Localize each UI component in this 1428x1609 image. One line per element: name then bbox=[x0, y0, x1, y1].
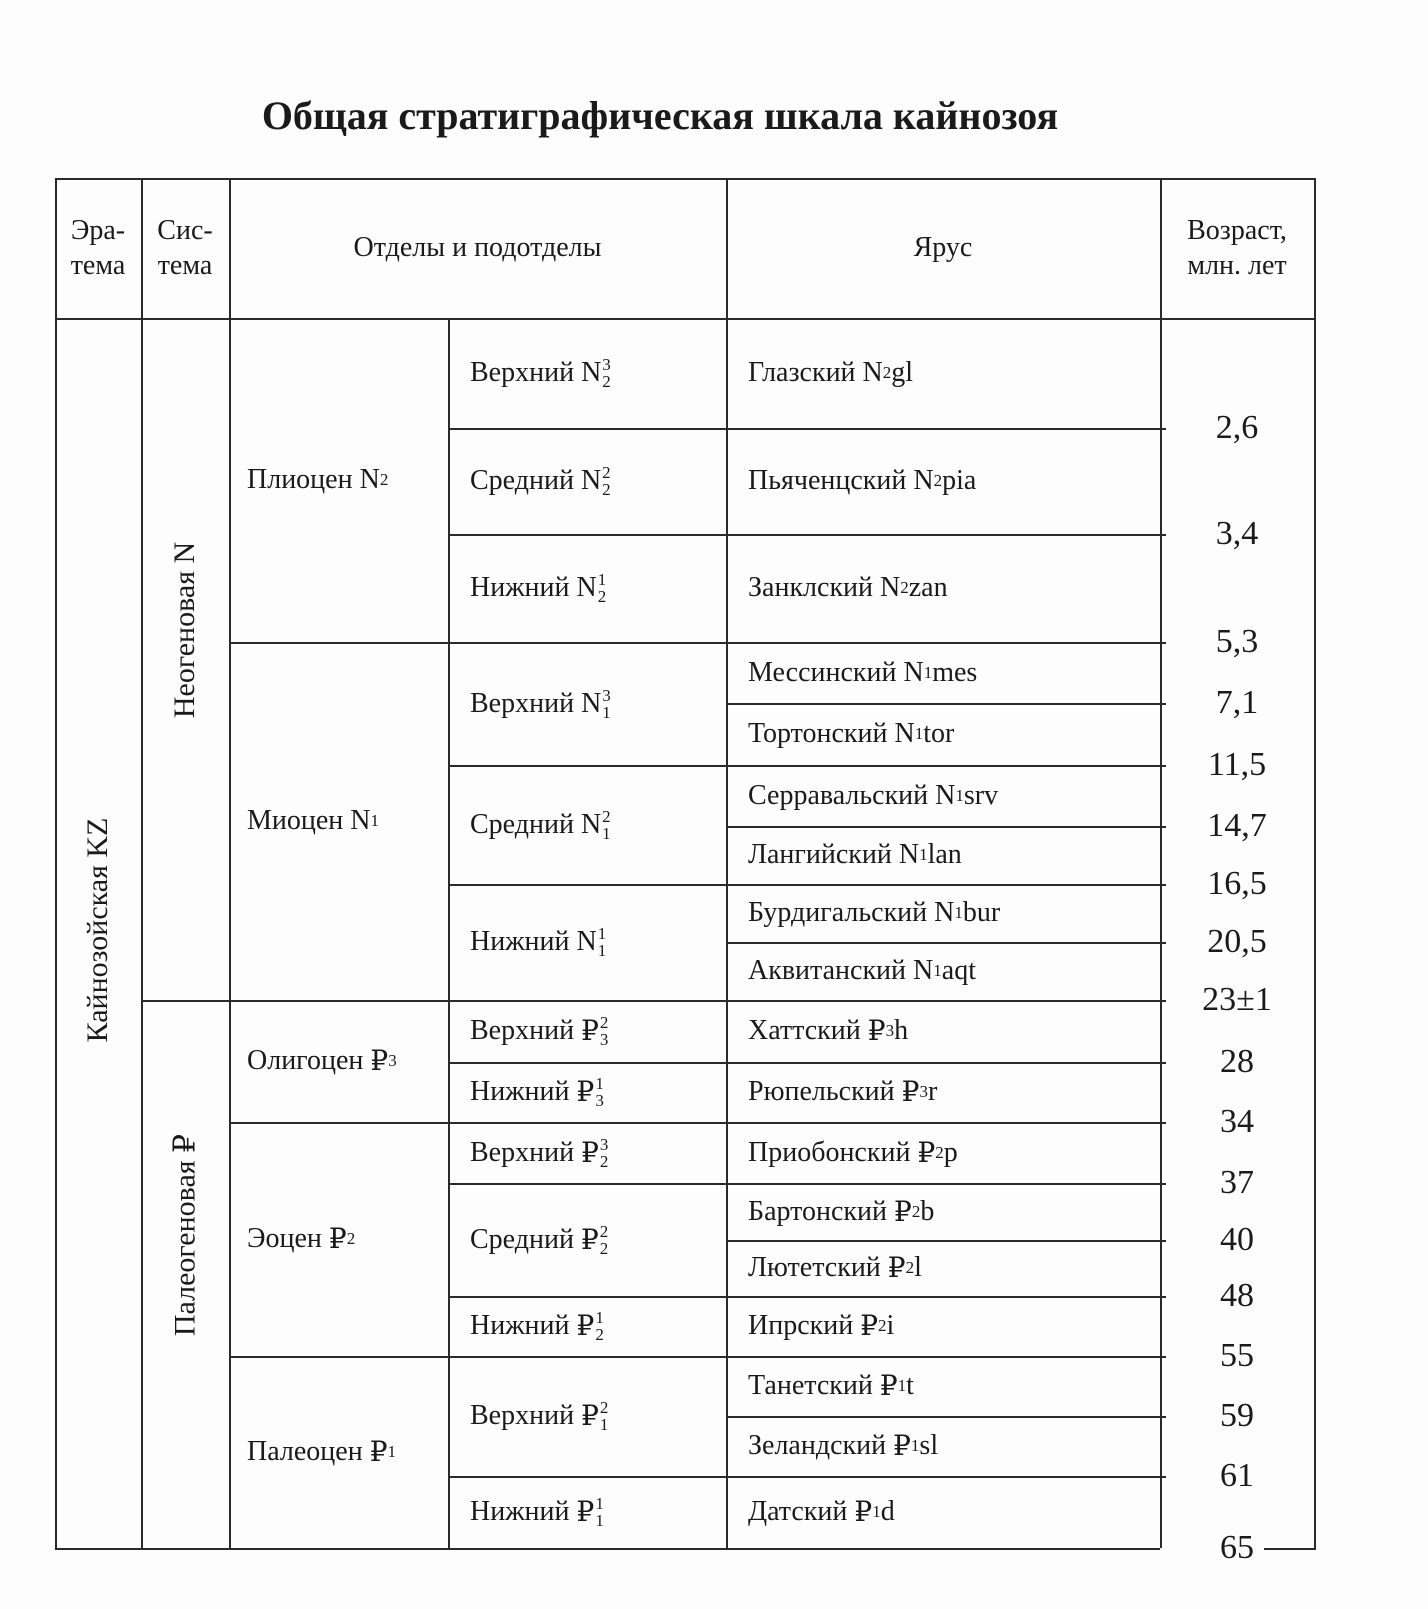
stage-symbol: ₽ bbox=[879, 1371, 898, 1402]
system-divider bbox=[141, 1000, 229, 1002]
epoch-index: 1 bbox=[387, 1442, 397, 1461]
stage-name: Хаттский bbox=[748, 1015, 868, 1046]
stage-code: mes bbox=[932, 656, 978, 688]
stage-code: aqt bbox=[941, 955, 976, 986]
stage-name: Глазский bbox=[748, 357, 863, 388]
epoch-symbol: N bbox=[359, 464, 380, 495]
subdivision-index-sub: 2 bbox=[599, 1151, 609, 1171]
stage-cell bbox=[726, 826, 1160, 884]
stage-code: gl bbox=[891, 357, 914, 388]
stage-index: 1 bbox=[914, 724, 924, 743]
stage-name: Бурдигальский bbox=[748, 897, 935, 928]
epoch-label: Олигоцен bbox=[247, 1045, 371, 1076]
subdivision-cell bbox=[448, 1356, 726, 1476]
subdivision-index-sub: 3 bbox=[595, 1091, 604, 1110]
subdivision-index bbox=[600, 1399, 609, 1433]
subdivision-label: Средний bbox=[470, 808, 581, 840]
stage-cell bbox=[726, 1356, 1160, 1416]
subdivision-label: Верхний bbox=[470, 1136, 582, 1168]
subdivision-label: Средний bbox=[470, 465, 581, 496]
subdivision-index-sup: 2 bbox=[602, 463, 611, 482]
stage-column-border bbox=[1160, 178, 1162, 1548]
stage-code: r bbox=[927, 1076, 938, 1107]
age-value: 61 bbox=[1220, 1457, 1254, 1494]
stage-name: Аквитанский bbox=[748, 955, 914, 986]
epoch-cell bbox=[229, 1356, 448, 1548]
stage-name: Ипрский bbox=[748, 1310, 861, 1341]
stage-symbol: ₽ bbox=[867, 1016, 886, 1047]
subdivision-cell bbox=[448, 318, 726, 428]
eratema-label: Кайнозойская KZ bbox=[81, 817, 114, 1043]
header-vozrast-line2: млн. лет bbox=[1187, 250, 1287, 281]
subdivision-index-sub: 2 bbox=[599, 1238, 609, 1258]
stage-name: Лангийский bbox=[748, 839, 899, 870]
header-vozrast-line1: Возраст, bbox=[1187, 215, 1287, 246]
subdivision-index bbox=[602, 808, 611, 842]
subdivision-index-sub: 1 bbox=[595, 1511, 604, 1530]
subdivision-cell bbox=[448, 428, 726, 534]
stage-index: 1 bbox=[910, 1436, 920, 1455]
subdivision-index-sup: 1 bbox=[595, 1074, 604, 1093]
subdivision-symbol: N bbox=[580, 808, 602, 840]
stage-index: 1 bbox=[897, 1376, 907, 1395]
epoch-symbol: ₽ bbox=[328, 1224, 347, 1255]
subdivision-label: Верхний bbox=[470, 357, 582, 388]
stage-cell bbox=[726, 1062, 1160, 1122]
age-value: 65 bbox=[1220, 1529, 1254, 1566]
stage-name: Тортонский bbox=[748, 718, 895, 749]
epoch-symbol: ₽ bbox=[370, 1046, 389, 1077]
stage-cell bbox=[726, 884, 1160, 942]
subdivision-symbol: ₽ bbox=[581, 1016, 599, 1047]
stage-name: Приобонский bbox=[748, 1136, 918, 1168]
stage-index: 3 bbox=[885, 1021, 895, 1040]
epoch-label: Миоцен bbox=[247, 805, 351, 836]
stage-code: lan bbox=[927, 839, 962, 870]
subdivision-symbol: N bbox=[581, 687, 602, 719]
stage-name: Лютетский bbox=[748, 1252, 888, 1283]
subdivision-index bbox=[600, 1223, 609, 1257]
system-label-paleogene: Палеогеновая ₽ bbox=[168, 1133, 202, 1337]
stage-symbol: ₽ bbox=[894, 1196, 912, 1228]
stage-symbol: ₽ bbox=[887, 1253, 906, 1284]
header-sistema bbox=[141, 178, 229, 318]
subdivision-label: Верхний bbox=[470, 1015, 582, 1046]
stage-index: 2 bbox=[911, 1201, 921, 1221]
stage-index: 2 bbox=[905, 1258, 915, 1277]
stage-index: 1 bbox=[919, 845, 928, 864]
stage-symbol: N bbox=[903, 656, 924, 688]
stage-name: Серравальский bbox=[748, 779, 936, 811]
epoch-cell bbox=[229, 642, 448, 1000]
subdivision-index-sup: 3 bbox=[599, 1134, 609, 1154]
epoch-symbol: N bbox=[350, 805, 371, 836]
subdivision-label: Нижний bbox=[470, 926, 577, 957]
subdivision-index-sup: 3 bbox=[602, 355, 611, 374]
stage-code: tor bbox=[923, 718, 955, 749]
subdivision-index-sup: 3 bbox=[602, 685, 611, 705]
subdivision-label: Нижний bbox=[470, 1076, 577, 1107]
age-value: 14,7 bbox=[1207, 807, 1267, 844]
epoch-index: 3 bbox=[388, 1051, 397, 1070]
stage-cell bbox=[726, 1476, 1160, 1548]
header-sistema-line2: тема bbox=[157, 250, 213, 281]
subdivision-index bbox=[602, 356, 611, 390]
subdivision-index-sub: 2 bbox=[597, 587, 607, 606]
stage-symbol: N bbox=[935, 779, 956, 811]
subdivision-index-sub: 2 bbox=[602, 480, 611, 499]
subdivision-index bbox=[595, 1075, 604, 1109]
stage-index: 3 bbox=[919, 1082, 928, 1101]
subdivision-index-sub: 3 bbox=[599, 1030, 609, 1049]
stage-index: 2 bbox=[878, 1316, 887, 1335]
system-label-neogene: Неогеновая N bbox=[168, 541, 201, 719]
stage-name: Рюпельский bbox=[748, 1076, 902, 1107]
subdivision-cell bbox=[448, 534, 726, 642]
stage-code: h bbox=[894, 1015, 909, 1046]
epoch-cell bbox=[229, 1000, 448, 1122]
subdivision-symbol: ₽ bbox=[581, 1137, 599, 1169]
subdivision-symbol: N bbox=[576, 926, 597, 957]
stage-symbol: ₽ bbox=[893, 1431, 911, 1462]
stage-name: Зеландский bbox=[748, 1430, 894, 1461]
age-value: 23±1 bbox=[1202, 981, 1272, 1018]
subdivision-index-sub: 2 bbox=[602, 372, 611, 391]
stage-symbol: ₽ bbox=[901, 1077, 920, 1108]
stage-symbol: N bbox=[898, 839, 920, 870]
subdivision-index bbox=[600, 1136, 609, 1170]
stage-cell bbox=[726, 1183, 1160, 1240]
stage-cell bbox=[726, 942, 1160, 1000]
stage-code: l bbox=[914, 1252, 922, 1283]
table-bottom-border bbox=[55, 1548, 1160, 1550]
stage-symbol: ₽ bbox=[854, 1497, 873, 1528]
subdivision-cell bbox=[448, 1183, 726, 1296]
subdivision-symbol: N bbox=[580, 465, 602, 496]
epoch-index: 2 bbox=[379, 470, 389, 489]
stage-code: b bbox=[920, 1195, 935, 1227]
subdivision-index-sup: 1 bbox=[597, 570, 607, 589]
stage-symbol: N bbox=[934, 897, 955, 928]
subdivision-index-sup: 2 bbox=[599, 1221, 609, 1241]
subdivision-cell bbox=[448, 642, 726, 765]
epoch-label: Палеоцен bbox=[247, 1436, 370, 1467]
era-column-border bbox=[141, 178, 143, 1548]
subdivision-index-sup: 2 bbox=[602, 806, 611, 826]
stage-cell bbox=[726, 1122, 1160, 1183]
table-left-border bbox=[55, 178, 57, 1548]
subdivision-index-sup: 2 bbox=[599, 1398, 609, 1417]
stage-index: 1 bbox=[933, 961, 942, 980]
stage-code: bur bbox=[962, 897, 1001, 928]
header-yarus: Ярус bbox=[913, 232, 973, 263]
stage-cell bbox=[726, 428, 1160, 534]
stage-name: Пьяченцский bbox=[748, 465, 914, 496]
age-value: 20,5 bbox=[1207, 923, 1267, 960]
stage-code: t bbox=[906, 1370, 914, 1401]
subdivision-label: Верхний bbox=[470, 1400, 582, 1431]
age-value: 5,3 bbox=[1215, 623, 1259, 660]
stage-symbol: N bbox=[913, 465, 934, 496]
header-otdely: Отделы и подотделы bbox=[353, 232, 602, 263]
subdivision-symbol: ₽ bbox=[576, 1497, 595, 1528]
header-eratema-line1: Эра- bbox=[70, 215, 126, 246]
age-value: 7,1 bbox=[1215, 684, 1259, 721]
stage-cell bbox=[726, 1240, 1160, 1296]
subdivision-index-sup: 1 bbox=[597, 924, 607, 943]
age-value: 59 bbox=[1220, 1397, 1254, 1434]
stage-index: 2 bbox=[882, 363, 892, 382]
subdivision-cell bbox=[448, 1122, 726, 1183]
stage-code: sl bbox=[919, 1430, 939, 1461]
age-value: 11,5 bbox=[1207, 746, 1267, 783]
subdivision-index-sub: 1 bbox=[597, 941, 607, 960]
subdivision-cell bbox=[448, 1000, 726, 1062]
subdivision-index-sub: 1 bbox=[602, 823, 611, 843]
stage-cell bbox=[726, 765, 1160, 826]
age-value: 2,6 bbox=[1215, 409, 1259, 446]
age-value: 55 bbox=[1220, 1337, 1254, 1374]
epoch-label: Плиоцен bbox=[247, 464, 360, 495]
subdivision-index bbox=[595, 1495, 604, 1529]
age-value: 37 bbox=[1220, 1164, 1254, 1201]
stage-index: 1 bbox=[872, 1502, 881, 1521]
stage-symbol: N bbox=[894, 718, 915, 749]
page-title: Общая стратиграфическая шкала кайнозоя bbox=[261, 93, 1059, 138]
header-eratema-line2: тема bbox=[70, 250, 126, 281]
stage-cell bbox=[726, 318, 1160, 428]
subdivision-label: Нижний bbox=[470, 1496, 577, 1527]
subdivision-cell bbox=[448, 1062, 726, 1122]
stage-symbol: N bbox=[913, 955, 934, 986]
epoch-index: 2 bbox=[346, 1229, 356, 1248]
table-top-border bbox=[55, 178, 1314, 180]
subdivision-index bbox=[600, 1014, 609, 1048]
stage-index: 2 bbox=[900, 578, 909, 597]
stage-cell bbox=[726, 1416, 1160, 1476]
stage-symbol: N bbox=[880, 572, 901, 603]
subdivision-cell bbox=[448, 1296, 726, 1356]
subdivision-index-sup: 1 bbox=[595, 1494, 604, 1513]
stage-cell bbox=[726, 1000, 1160, 1062]
stage-code: i bbox=[886, 1310, 895, 1341]
subdivision-index-sub: 1 bbox=[599, 1415, 609, 1434]
stage-name: Мессинский bbox=[748, 656, 904, 688]
epoch-cell bbox=[229, 1122, 448, 1356]
subdivision-cell bbox=[448, 884, 726, 1000]
age-value: 16,5 bbox=[1207, 865, 1267, 902]
stage-index: 2 bbox=[933, 471, 943, 490]
stage-cell bbox=[726, 534, 1160, 642]
stage-cell bbox=[726, 642, 1160, 703]
subdivision-label: Нижний bbox=[470, 1310, 577, 1341]
stage-code: p bbox=[943, 1136, 958, 1168]
stage-index: 2 bbox=[935, 1142, 944, 1162]
epoch-cell bbox=[229, 318, 448, 642]
subdivision-index-sub: 1 bbox=[602, 702, 611, 722]
epoch-symbol: ₽ bbox=[369, 1437, 388, 1468]
subdivision-symbol: ₽ bbox=[581, 1401, 599, 1432]
epoch-index: 1 bbox=[370, 811, 380, 830]
stage-name: Занклский bbox=[748, 572, 881, 603]
stage-symbol: ₽ bbox=[860, 1311, 879, 1342]
subdivision-label: Верхний bbox=[470, 687, 582, 719]
subdivision-symbol: ₽ bbox=[576, 1077, 595, 1108]
subdivision-index-sup: 1 bbox=[595, 1308, 604, 1327]
subdivision-index bbox=[598, 925, 607, 959]
stage-code: pia bbox=[942, 465, 977, 496]
subdivision-symbol: N bbox=[576, 572, 597, 603]
stage-name: Бартонский bbox=[748, 1195, 894, 1227]
subdivision-index bbox=[595, 1309, 604, 1343]
age-value: 48 bbox=[1220, 1277, 1254, 1314]
subdivision-index bbox=[598, 571, 607, 605]
stage-cell bbox=[726, 703, 1160, 765]
stage-code: d bbox=[880, 1496, 895, 1527]
stage-index: 1 bbox=[955, 785, 964, 805]
stage-code: srv bbox=[963, 779, 999, 811]
stage-symbol: ₽ bbox=[917, 1137, 936, 1169]
subdivision-index-sup: 2 bbox=[599, 1013, 609, 1032]
subdivision-symbol: ₽ bbox=[580, 1224, 599, 1256]
header-eratema bbox=[55, 178, 141, 318]
stage-symbol: N bbox=[862, 357, 883, 388]
stage-name: Датский bbox=[748, 1496, 855, 1527]
subdivision-symbol: ₽ bbox=[576, 1311, 595, 1342]
age-value: 34 bbox=[1220, 1103, 1254, 1140]
subdivision-cell bbox=[448, 765, 726, 884]
epoch-label: Эоцен bbox=[247, 1223, 329, 1254]
subdivision-index-sub: 2 bbox=[595, 1325, 604, 1344]
age-column-right-border bbox=[1314, 178, 1316, 1548]
age-value: 28 bbox=[1220, 1043, 1254, 1080]
stage-code: zan bbox=[908, 572, 948, 603]
header-sistema-line1: Сис- bbox=[157, 215, 213, 246]
subdivision-label: Средний bbox=[470, 1223, 581, 1255]
age-value: 3,4 bbox=[1215, 515, 1259, 552]
age-value: 40 bbox=[1220, 1221, 1254, 1258]
stage-index: 1 bbox=[923, 662, 933, 682]
stage-index: 1 bbox=[954, 903, 963, 922]
stage-name: Танетский bbox=[748, 1370, 880, 1401]
header-vozrast bbox=[1160, 178, 1314, 318]
subdivision-label: Нижний bbox=[470, 572, 577, 603]
stage-cell bbox=[726, 1296, 1160, 1356]
subdivision-symbol: N bbox=[581, 357, 602, 388]
subdivision-index bbox=[602, 687, 611, 721]
subdivision-index bbox=[602, 464, 611, 498]
subdivision-cell bbox=[448, 1476, 726, 1548]
